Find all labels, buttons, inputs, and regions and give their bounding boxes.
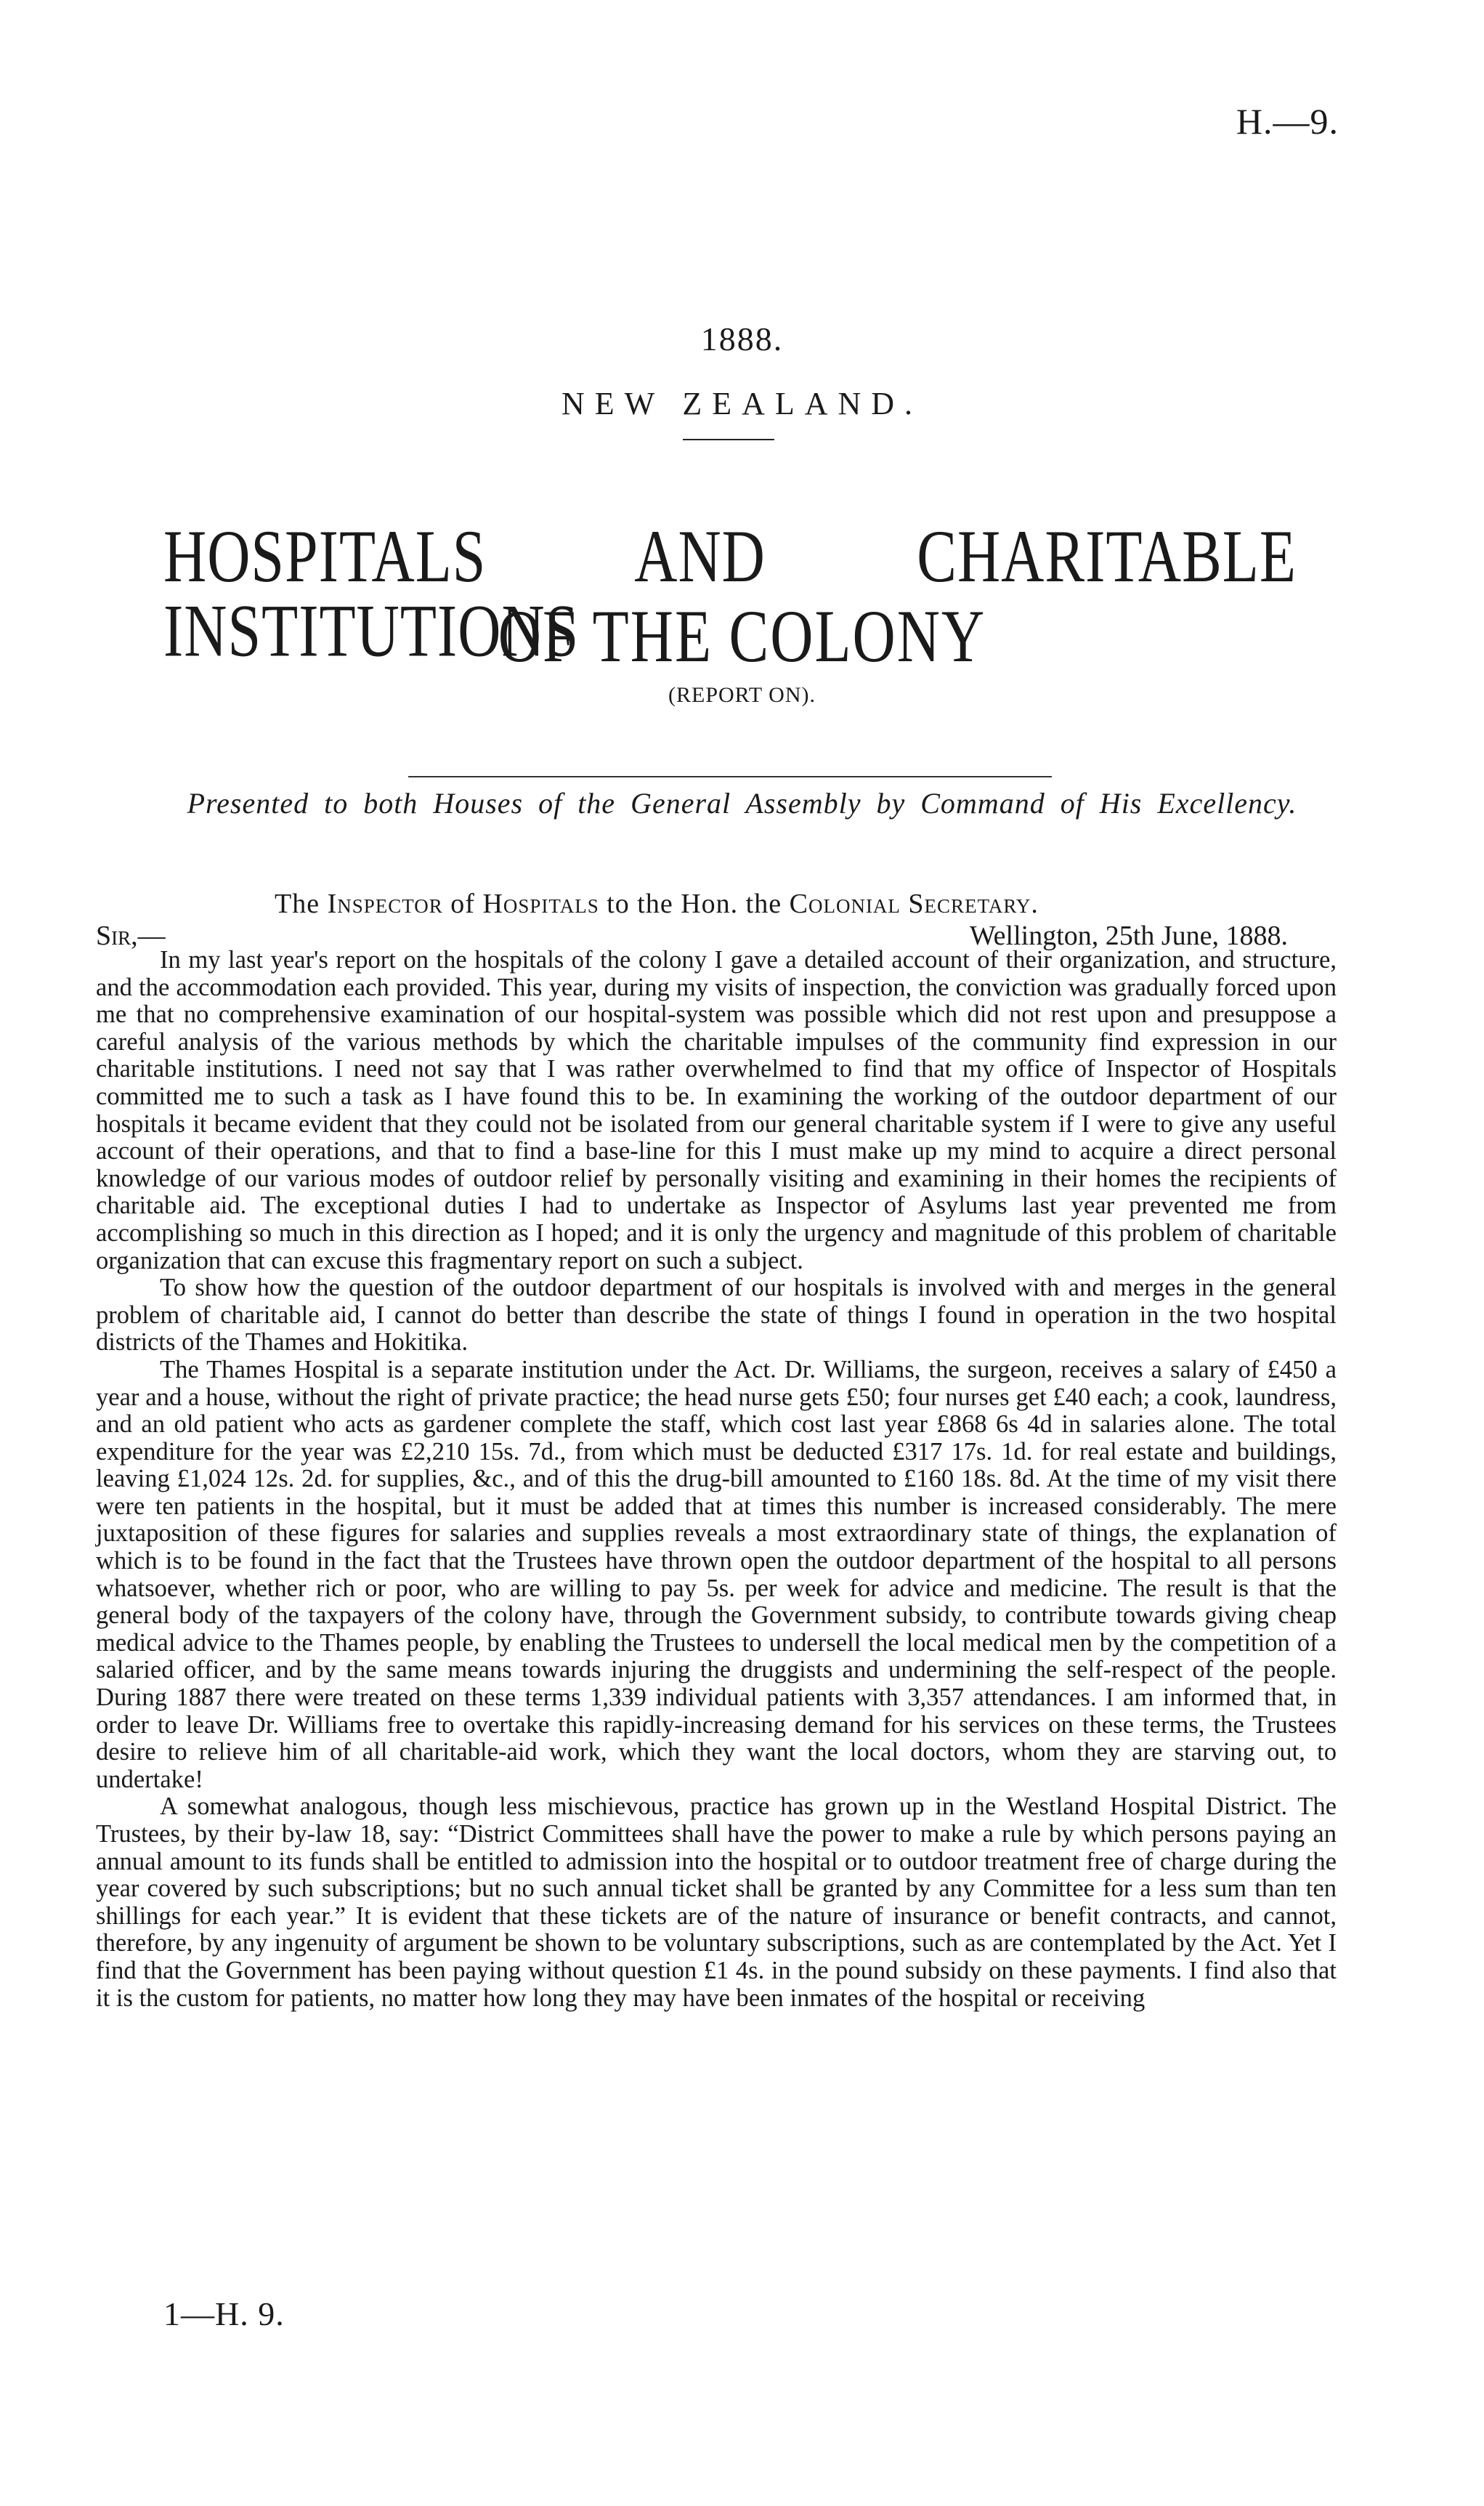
- paragraph-3: The Thames Hospital is a separate institution under the Act. Dr. Williams, the surgeon, receives a salary of £450 a year and a house, without the right of private practice; the head nurse gets £50; four nurses get £40 each; a cook, laundress, and an old patient who acts as gardener complete the staff, which cost last year £868 6s 4d in salaries alone. The total expenditure for the year was £2,210 15s. 7d., from which must be deducted £317 17s. 1d. for real estate and buildings, leaving £1,024 12s. 2d. for supplies, &c., and of this the drug-bill amounted to £160 18s. 8d. At the time of my visit there were ten patients in the hospital, but it must be added that at times this number is increased considerably. The mere juxtaposition of these figures for salaries and supplies reveals a most extraordinary state of things, the explanation of which is to be found in the fact that the Trustees have thrown open the outdoor department of the hospital to all persons whatsoever, whether rich or poor, who are willing to pay 5s. per week for advice and medicine. The result is that the general body of the taxpayers of the colony have, through the Government subsidy, to contribute towards giving cheap medical advice to the Thames people, by enabling the Trustees to undersell the local medical men by the competition of a salaried officer, and by the same means towards injuring the druggists and undermining the self-respect of the people. During 1887 there were treated on these terms 1,339 individual patients with 3,357 attendances. I am informed that, in order to leave Dr. Williams free to overtake this rapidly-increasing demand for his services on these terms, the Trustees desire to relieve him of all charitable-aid work, which they want the local doctors, whom they are starving out, to undertake!: [96, 1355, 1337, 1793]
- document-country: NEW ZEALAND.: [561, 386, 923, 421]
- document-year: 1888.: [700, 320, 784, 357]
- paragraph-4: A somewhat analogous, though less mischievous, practice has grown up in the Westland Hospital District. The Trustees, by their by-law 18, say: “District Committees shall have the power to make a rule by which persons paying an annual amount to its funds shall be entitled to admission into the hospital or to outdoor treatment free of charge during the year covered by such subscriptions; but no such annual ticket shall be granted by any Committee for a less sum than ten shillings for each year.” It is evident that these tickets are of the nature of insurance or benefit contracts, and cannot, therefore, by any ingenuity of argument be shown to be voluntary subscriptions, such as are contemplated by the Act. Yet I find that the Government has been paying without question £1 4s. in the pound subsidy on these payments. I find also that it is the custom for patients, no matter how long they may have been inmates of the hospital or receiving: [96, 1792, 1337, 2012]
- salutation: Sir,—: [96, 921, 166, 951]
- address-hospitals: Hospitals: [482, 889, 599, 919]
- letter-body: [96, 947, 1337, 2012]
- letter-address: [275, 888, 1039, 920]
- address-colonial-secretary: Colonial Secretary.: [789, 889, 1039, 919]
- main-title-line-2: OF THE COLONY: [498, 594, 986, 678]
- page-reference: H.—9.: [1236, 101, 1339, 142]
- divider-short: [683, 439, 774, 440]
- paragraph-2: To show how the question of the outdoor department of our hospitals is involved with and merges in the general problem of charitable aid, I cannot do better than describe the state of things I found in operation in the two hospital districts of the Thames and Hokitika.: [96, 1274, 1337, 1357]
- page-signature: 1—H. 9.: [163, 2295, 285, 2332]
- dateline: Wellington, 25th June, 1888.: [969, 921, 1288, 951]
- main-title-line-1: HOSPITALS AND CHARITABLE INSTITUTIONS: [163, 514, 1297, 672]
- address-to: to the Hon. the: [607, 889, 782, 919]
- divider-long: [408, 776, 1052, 777]
- report-subtitle: (REPORT ON).: [668, 683, 816, 707]
- paragraph-1: In my last year's report on the hospitals of the colony I gave a detailed account of their organization, and structure, and the accommodation each provided. This year, during my visits of inspection, the conviction was gradually forced upon me that no comprehensive examination of our hospital-system was possible which did not rest upon and presuppose a careful analysis of the various methods by which the charitable impulses of the community find expression in our charitable institutions. I need not say that I was rather overwhelmed to find that my office of Inspector of Hospitals committed me to such a task as I have found this to be. In examining the working of the outdoor department of our hospitals it became evident that they could not be isolated from our general charitable system if I were to give any useful account of their operations, and that to find a base-line for this I must make up my mind to acquire a direct personal knowledge of our various modes of outdoor relief by personally visiting and examining in their homes the recipients of charitable aid. The exceptional duties I had to undertake as Inspector of Asylums last year prevented me from accomplishing so much in this direction as I hoped; and it is only the urgency and magnitude of this problem of charitable organization that can excuse this fragmentary report on such a subject.: [96, 946, 1337, 1274]
- address-the: The: [275, 889, 320, 919]
- address-of: of: [450, 889, 475, 919]
- presented-statement: Presented to both Houses of the General Assembly by Command of His Excellency.: [187, 787, 1297, 820]
- address-inspector: Inspector: [327, 889, 443, 919]
